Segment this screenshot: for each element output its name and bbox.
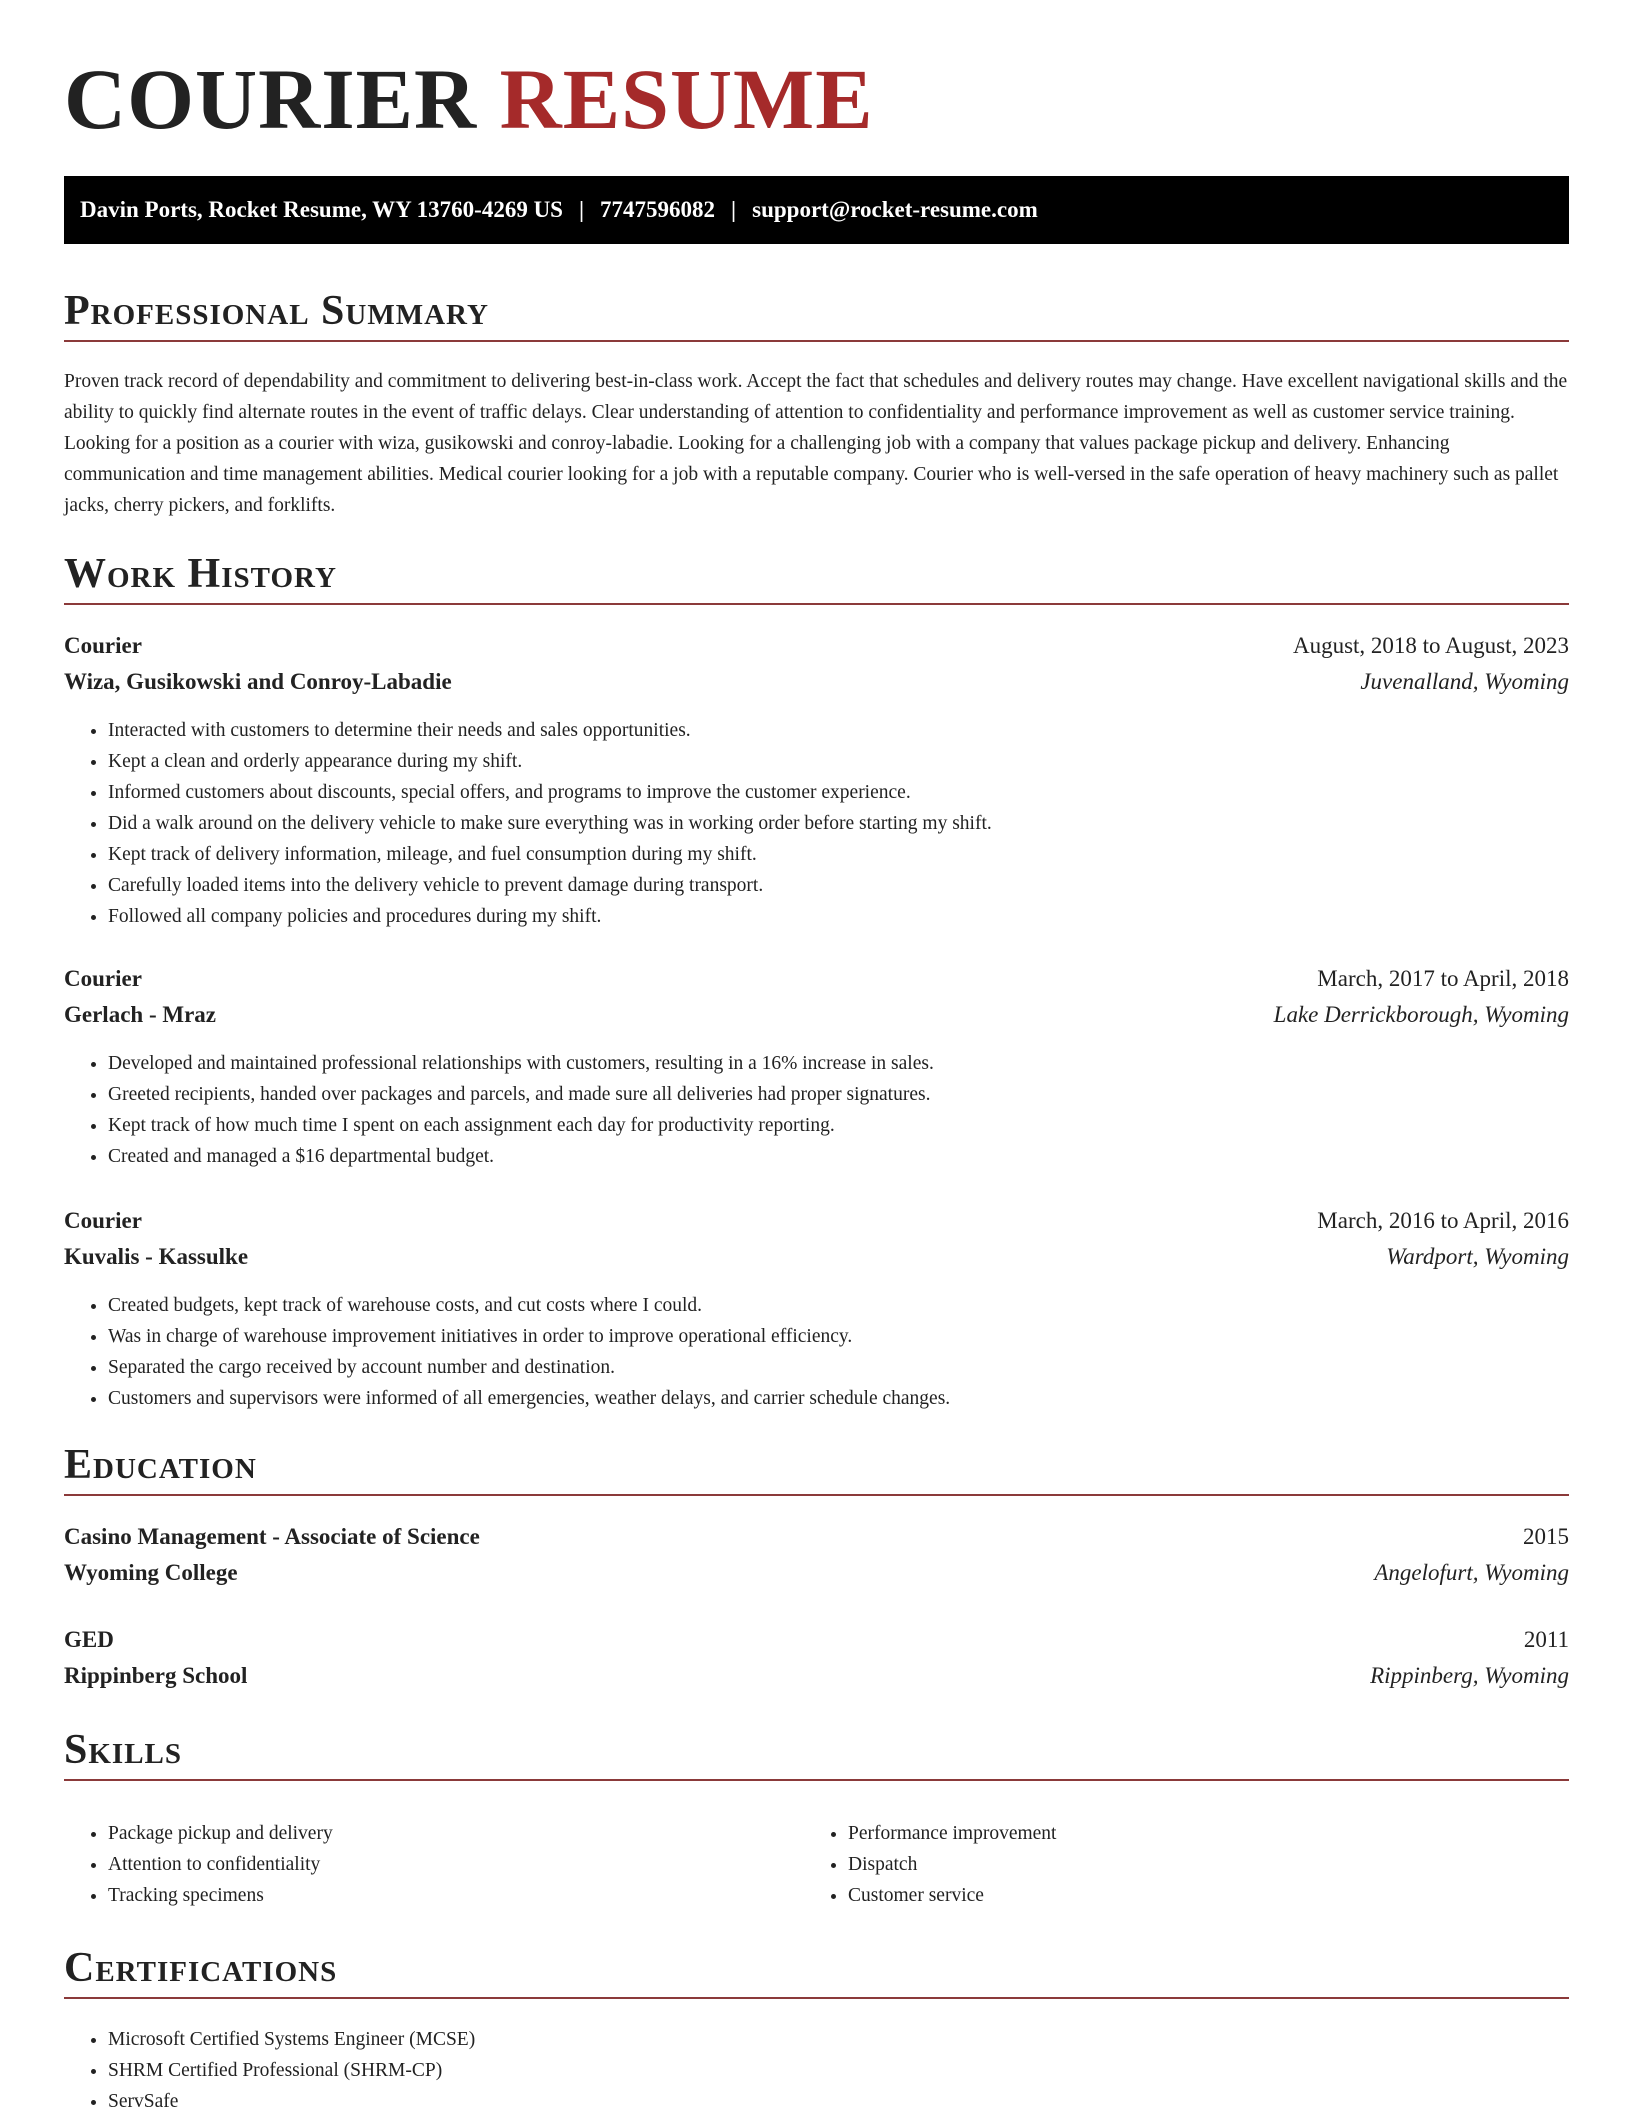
list-item: • Was in charge of warehouse improvement initiatives in order to improve operational efficiency. xyxy=(108,1321,950,1352)
skill-item: • Dispatch xyxy=(848,1849,1548,1880)
list-item: • Created budgets, kept track of warehouse costs, and cut costs where I could. xyxy=(108,1290,950,1321)
job-location: Lake Derrickborough, Wyoming xyxy=(1273,1002,1569,1027)
education-degree: GED xyxy=(64,1627,114,1652)
skill-item: • Customer service xyxy=(848,1880,1548,1911)
certification-item: • SHRM Certified Professional (SHRM-CP) xyxy=(108,2055,475,2086)
list-item: • Developed and maintained professional relationships with customers, resulting in a 16% increase in sales. xyxy=(108,1048,934,1079)
section-heading-skills: Skills xyxy=(64,1729,1569,1781)
job-bullets xyxy=(64,1048,934,1172)
section-heading-summary: Professional Summary xyxy=(64,290,1569,342)
list-item: • Carefully loaded items into the delivery vehicle to prevent damage during transport. xyxy=(108,870,992,901)
education-year: 2015 xyxy=(1523,1524,1569,1549)
job-header xyxy=(64,1206,1569,1236)
education-school: Rippinberg School xyxy=(64,1663,248,1688)
title-accent: RESUME xyxy=(499,51,874,147)
resume-title xyxy=(64,51,874,147)
job-location: Juvenalland, Wyoming xyxy=(1360,669,1569,694)
contact-separator: | xyxy=(578,197,585,222)
list-item: • Informed customers about discounts, special offers, and programs to improve the customer experience. xyxy=(108,777,992,808)
job-subheader xyxy=(64,1242,1569,1272)
job-header xyxy=(64,964,1569,994)
job-dates: March, 2017 to April, 2018 xyxy=(1317,966,1569,991)
section-heading-education: Education xyxy=(64,1444,1569,1496)
job-location: Wardport, Wyoming xyxy=(1386,1244,1569,1269)
title-main: COURIER xyxy=(64,51,478,147)
list-item: • Did a walk around on the delivery vehicle to make sure everything was in working order before starting my shift. xyxy=(108,808,992,839)
job-header xyxy=(64,631,1569,661)
education-header xyxy=(64,1522,1569,1552)
certifications-list xyxy=(64,2024,475,2117)
education-school: Wyoming College xyxy=(64,1560,238,1585)
job-dates: August, 2018 to August, 2023 xyxy=(1292,633,1569,658)
summary-text: Proven track record of dependability and commitment to delivering best-in-class work. Accept the fact that schedules and delivery routes may change. Have excellent navigational skills and the ability to quickly find alternate routes in the event of traffic delays. Clear understanding of attention to confidentiality and performance improvement as well as customer service training. Looking for a position as a courier with wiza, gusikowski and conroy-labadie. Looking for a challenging job with a company that values package pickup and delivery. Enhancing communication and time management abilities. Medical courier looking for a job with a reputable company. Courier who is well-versed in the safe operation of heavy machinery such as pallet jacks, cherry pickers, and forklifts. xyxy=(64,371,1568,516)
skills-list-left xyxy=(64,1818,808,1911)
skills-list-right xyxy=(804,1818,1548,1911)
certification-item: • Microsoft Certified Systems Engineer (MCSE) xyxy=(108,2024,475,2055)
job-title: Courier xyxy=(64,966,142,991)
list-item: • Customers and supervisors were informed of all emergencies, weather delays, and carrier schedule changes. xyxy=(108,1383,950,1414)
education-subheader xyxy=(64,1558,1569,1588)
education-year: 2011 xyxy=(1523,1627,1569,1652)
job-company: Gerlach - Mraz xyxy=(64,1002,216,1027)
job-subheader xyxy=(64,1000,1569,1030)
certification-item: • ServSafe xyxy=(108,2086,475,2117)
list-item: • Interacted with customers to determine their needs and sales opportunities. xyxy=(108,715,992,746)
education-location: Angelofurt, Wyoming xyxy=(1374,1560,1569,1585)
section-heading-certifications: Certifications xyxy=(64,1947,1569,1999)
job-bullets xyxy=(64,715,992,932)
list-item: • Greeted recipients, handed over packages and parcels, and made sure all deliveries had proper signatures. xyxy=(108,1079,934,1110)
job-subheader xyxy=(64,667,1569,697)
list-item: • Followed all company policies and procedures during my shift. xyxy=(108,901,992,932)
job-title: Courier xyxy=(64,1208,142,1233)
list-item: • Kept track of how much time I spent on each assignment each day for productivity reporting. xyxy=(108,1110,934,1141)
list-item: • Created and managed a $16 departmental budget. xyxy=(108,1141,934,1172)
contact-phone: 7747596082 xyxy=(600,197,716,222)
skill-item: • Performance improvement xyxy=(848,1818,1548,1849)
job-company: Kuvalis - Kassulke xyxy=(64,1244,249,1269)
list-item: • Kept a clean and orderly appearance during my shift. xyxy=(108,746,992,777)
skill-item: • Package pickup and delivery xyxy=(108,1818,808,1849)
contact-bar xyxy=(64,176,1569,244)
education-subheader xyxy=(64,1661,1569,1691)
job-company: Wiza, Gusikowski and Conroy-Labadie xyxy=(64,669,452,694)
list-item: • Separated the cargo received by account number and destination. xyxy=(108,1352,950,1383)
job-dates: March, 2016 to April, 2016 xyxy=(1317,1208,1569,1233)
education-header xyxy=(64,1625,1569,1655)
section-heading-work: Work History xyxy=(64,553,1569,605)
contact-address: Davin Ports, Rocket Resume, WY 13760-4269 US xyxy=(80,197,563,222)
job-title: Courier xyxy=(64,633,142,658)
skill-item: • Tracking specimens xyxy=(108,1880,808,1911)
education-location: Rippinberg, Wyoming xyxy=(1370,1663,1569,1688)
contact-separator: | xyxy=(731,197,737,222)
list-item: • Kept track of delivery information, mileage, and fuel consumption during my shift. xyxy=(108,839,992,870)
education-degree: Casino Management - Associate of Science xyxy=(64,1524,480,1549)
contact-email: support@rocket-resume.com xyxy=(752,197,1038,222)
job-bullets xyxy=(64,1290,950,1414)
skill-item: • Attention to confidentiality xyxy=(108,1849,808,1880)
